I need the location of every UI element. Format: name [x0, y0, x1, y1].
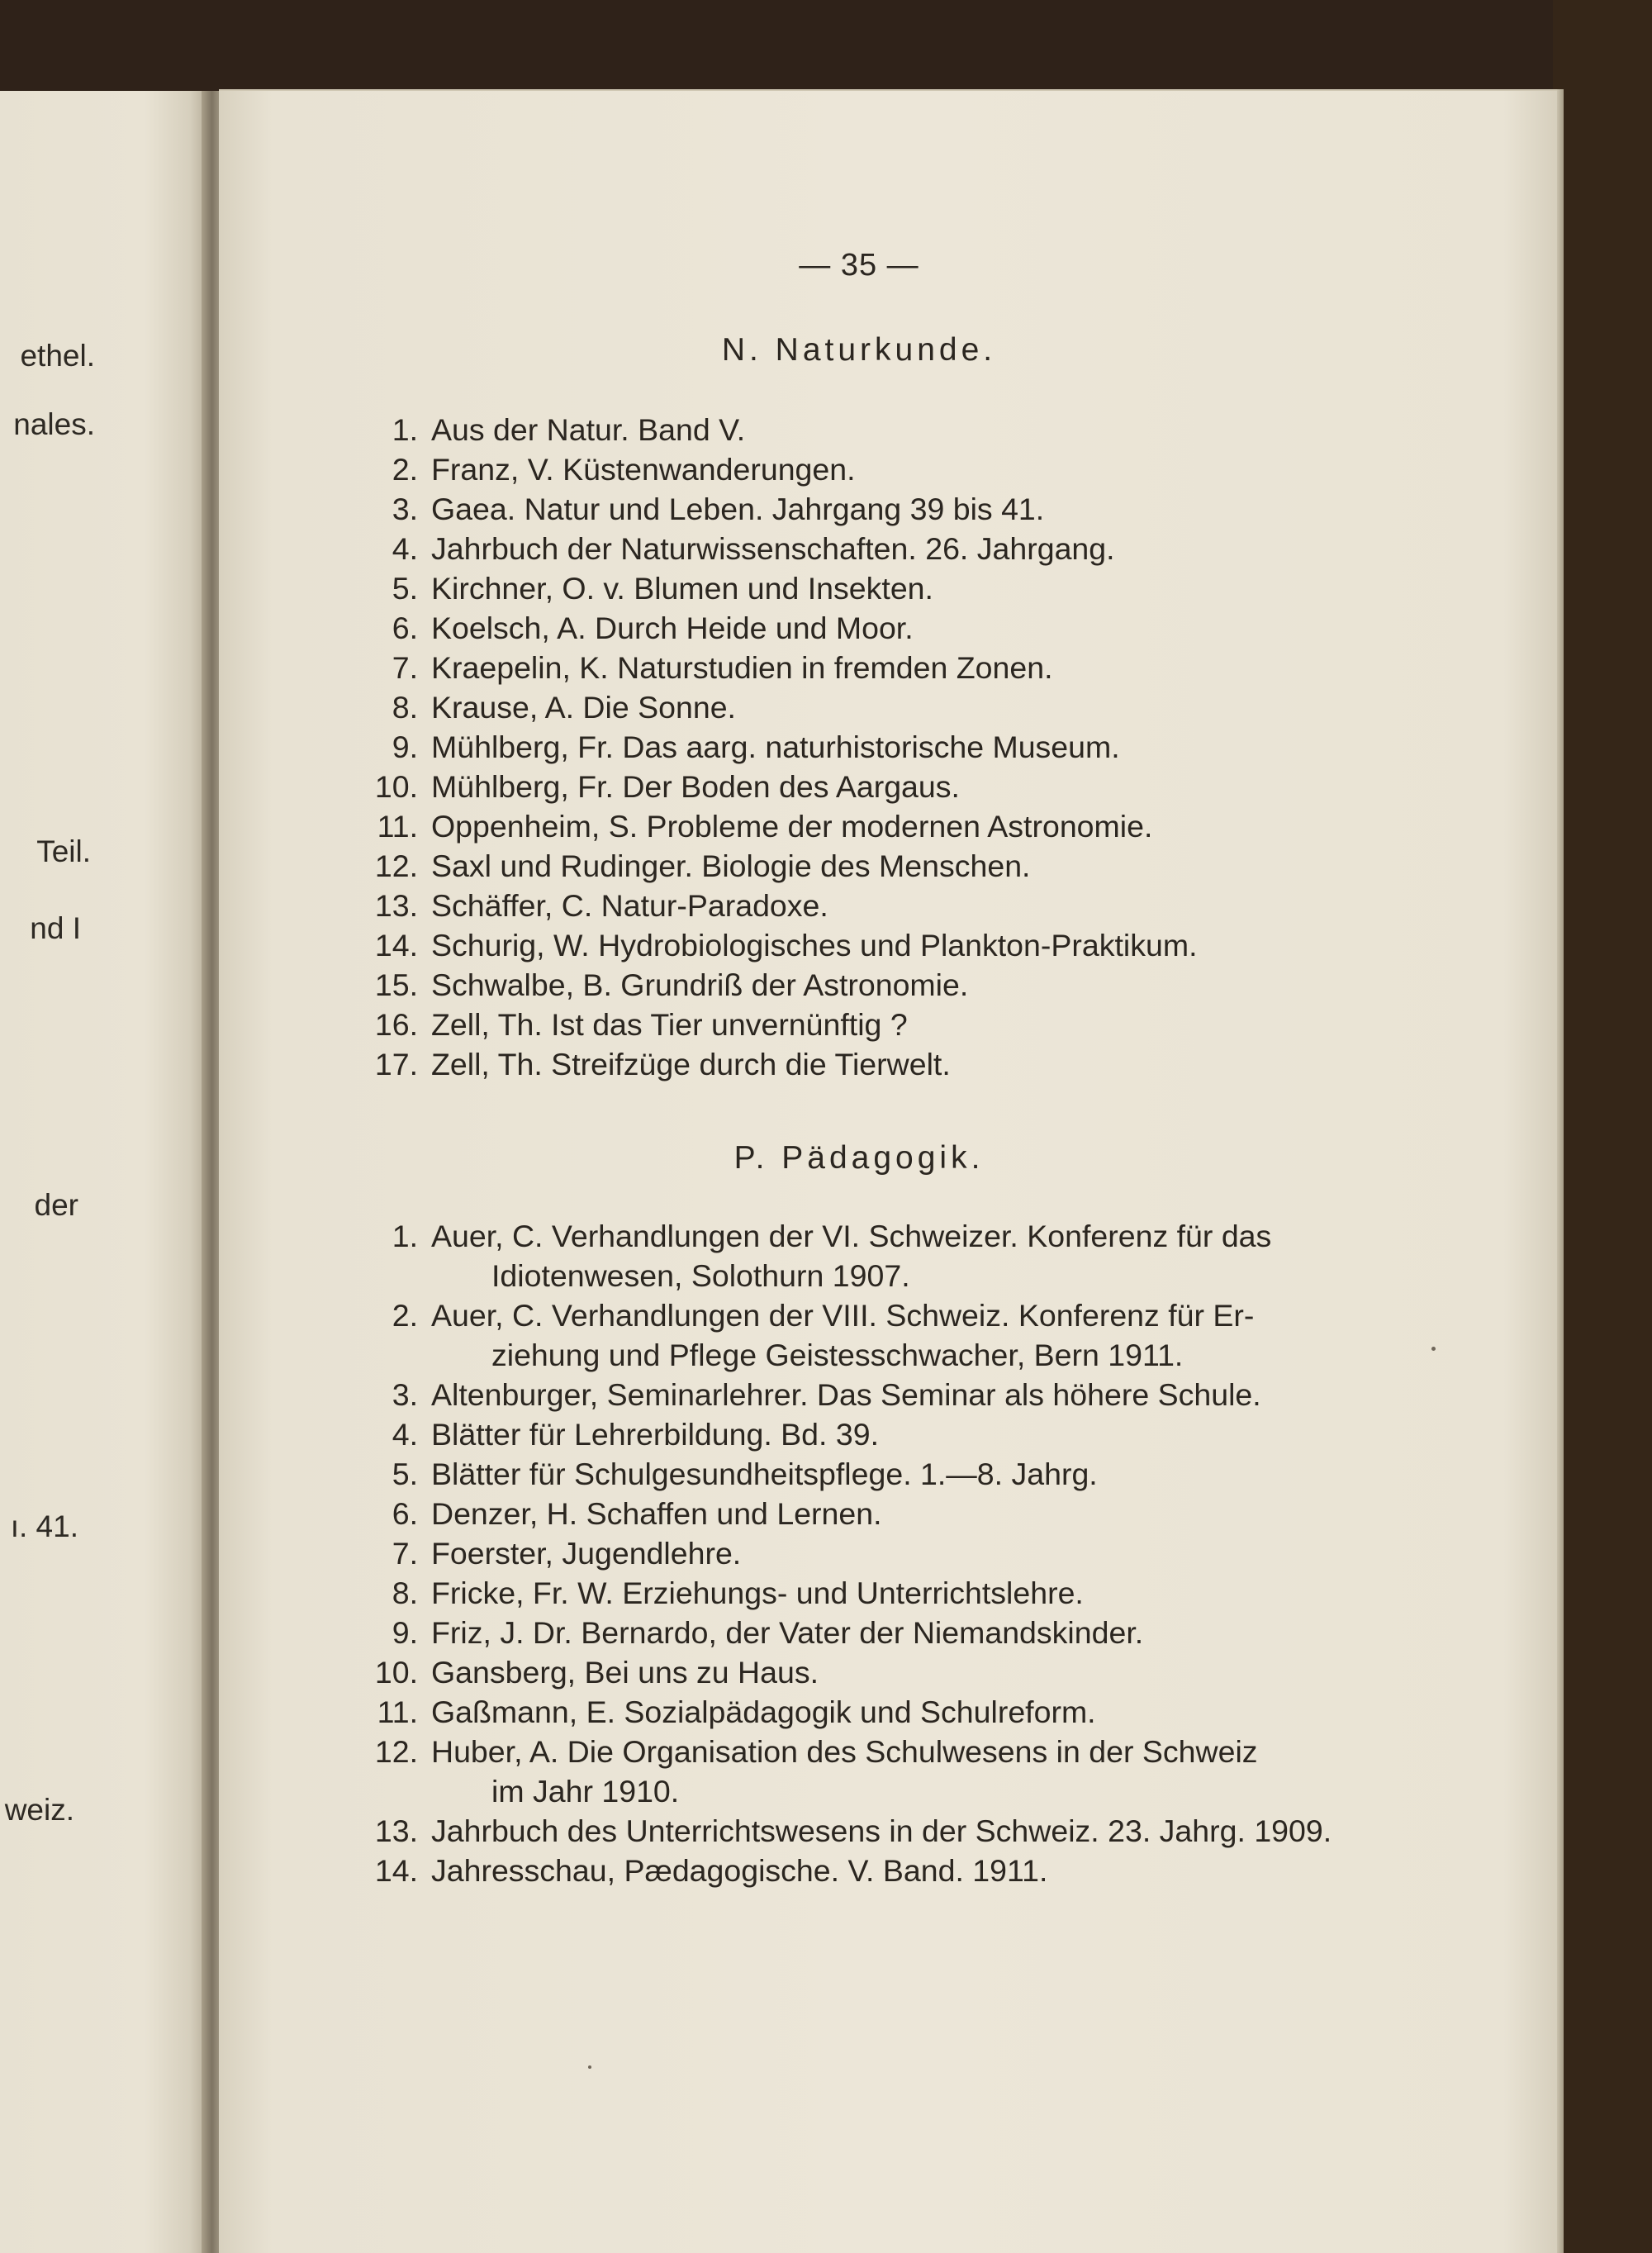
- item-number: 4.: [392, 531, 418, 566]
- item-text: Fricke, Fr. W. Erziehungs- und Unterrichtslehre.: [431, 1576, 1084, 1610]
- item-number: 17.: [374, 1047, 418, 1081]
- item-text: Friz, J. Dr. Bernardo, der Vater der Niemandskinder.: [431, 1615, 1144, 1650]
- item-number: 1.: [392, 412, 418, 447]
- item-number: 9.: [392, 730, 418, 764]
- item-text: Auer, C. Verhandlungen der VI. Schweizer. Konferenz für das: [431, 1219, 1272, 1253]
- scanner-background-top: [0, 0, 1652, 91]
- item-number: 14.: [374, 1853, 418, 1888]
- item-number: 5.: [392, 571, 418, 606]
- item-text: Kraepelin, K. Naturstudien in fremden Zonen.: [431, 650, 1053, 685]
- item-number: 5.: [392, 1457, 418, 1491]
- item-text: Saxl und Rudinger. Biologie des Menschen.: [431, 848, 1031, 883]
- item-text: Schwalbe, B. Grundriß der Astronomie.: [431, 967, 969, 1002]
- item-number: 7.: [392, 650, 418, 685]
- left-page-fragment: ı. 41.: [10, 1509, 78, 1543]
- item-text-continuation: ziehung und Pflege Geistesschwacher, Bern 1911.: [491, 1338, 1184, 1372]
- item-text: Oppenheim, S. Probleme der modernen Astronomie.: [431, 809, 1153, 844]
- item-text: Jahrbuch des Unterrichtswesens in der Schweiz. 23. Jahrg. 1909.: [431, 1813, 1332, 1848]
- item-number: 9.: [392, 1615, 418, 1650]
- item-number: 6.: [392, 1496, 418, 1531]
- item-text: Blätter für Lehrerbildung. Bd. 39.: [431, 1417, 879, 1452]
- scanner-background-right: [1553, 0, 1652, 2253]
- item-number: 1.: [392, 1219, 418, 1253]
- page-number: — 35 —: [799, 248, 919, 283]
- item-number: 15.: [374, 967, 418, 1002]
- item-text: Schurig, W. Hydrobiologisches und Plankton-Praktikum.: [431, 928, 1198, 963]
- left-facing-page: [0, 91, 206, 2253]
- item-text: Kirchner, O. v. Blumen und Insekten.: [431, 571, 933, 606]
- item-text: Krause, A. Die Sonne.: [431, 690, 736, 725]
- left-page-fragment: weiz.: [4, 1793, 74, 1827]
- item-text: Franz, V. Küstenwanderungen.: [431, 452, 856, 487]
- item-number: 16.: [374, 1007, 418, 1042]
- item-number: 7.: [392, 1536, 418, 1571]
- item-number: 8.: [392, 1576, 418, 1610]
- left-page-fragment: nd I: [30, 911, 81, 945]
- item-number: 12.: [374, 1734, 418, 1769]
- item-text: Mühlberg, Fr. Das aarg. naturhistorische Museum.: [431, 730, 1120, 764]
- item-number: 13.: [374, 888, 418, 923]
- item-text: Zell, Th. Ist das Tier unvernünftig ?: [431, 1007, 908, 1042]
- page-edge: [1557, 89, 1564, 2253]
- item-number: 8.: [392, 690, 418, 725]
- item-text: Koelsch, A. Durch Heide und Moor.: [431, 611, 914, 645]
- item-text: Gaßmann, E. Sozialpädagogik und Schulreform.: [431, 1695, 1096, 1729]
- left-page-fragment: Teil.: [36, 834, 91, 868]
- item-text-continuation: im Jahr 1910.: [491, 1774, 680, 1809]
- item-number: 2.: [392, 1298, 418, 1333]
- item-text: Schäffer, C. Natur-Paradoxe.: [431, 888, 828, 923]
- item-text: Foerster, Jugendlehre.: [431, 1536, 742, 1571]
- left-page-fragment: ethel.: [20, 339, 95, 373]
- section-heading-naturkunde: N. Naturkunde.: [721, 332, 997, 368]
- item-number: 2.: [392, 452, 418, 487]
- item-text: Blätter für Schulgesundheitspflege. 1.—8. Jahrg.: [431, 1457, 1098, 1491]
- section-heading-paedagogik: P. Pädagogik.: [733, 1140, 985, 1176]
- item-text: Jahresschau, Pædagogische. V. Band. 1911.: [431, 1853, 1048, 1888]
- item-number: 14.: [374, 928, 418, 963]
- left-page-fragment: nales.: [13, 407, 95, 441]
- item-number: 4.: [392, 1417, 418, 1452]
- item-number: 13.: [374, 1813, 418, 1848]
- item-number: 3.: [392, 1377, 418, 1412]
- item-number: 3.: [392, 492, 418, 526]
- item-text: Auer, C. Verhandlungen der VIII. Schweiz. Konferenz für Er-: [431, 1298, 1255, 1333]
- item-text: Jahrbuch der Naturwissenschaften. 26. Jahrgang.: [431, 531, 1115, 566]
- item-number: 11.: [377, 1695, 418, 1729]
- item-text: Zell, Th. Streifzüge durch die Tierwelt.: [431, 1047, 951, 1081]
- item-number: 11.: [377, 809, 418, 844]
- item-number: 12.: [374, 848, 418, 883]
- item-text: Gansberg, Bei uns zu Haus.: [431, 1655, 819, 1690]
- item-number: 10.: [374, 769, 418, 804]
- item-text: Denzer, H. Schaffen und Lernen.: [431, 1496, 882, 1531]
- item-text-continuation: Idiotenwesen, Solothurn 1907.: [491, 1258, 910, 1293]
- paper-speck: [588, 2065, 591, 2069]
- item-text: Aus der Natur. Band V.: [431, 412, 746, 447]
- item-text: Gaea. Natur und Leben. Jahrgang 39 bis 41.: [431, 492, 1045, 526]
- left-page-fragment: der: [34, 1188, 78, 1222]
- paper-speck: [1431, 1347, 1436, 1351]
- item-number: 6.: [392, 611, 418, 645]
- item-text: Mühlberg, Fr. Der Boden des Aargaus.: [431, 769, 960, 804]
- item-number: 10.: [374, 1655, 418, 1690]
- item-text: Altenburger, Seminarlehrer. Das Seminar als höhere Schule.: [431, 1377, 1261, 1412]
- item-text: Huber, A. Die Organisation des Schulwesens in der Schweiz: [431, 1734, 1258, 1769]
